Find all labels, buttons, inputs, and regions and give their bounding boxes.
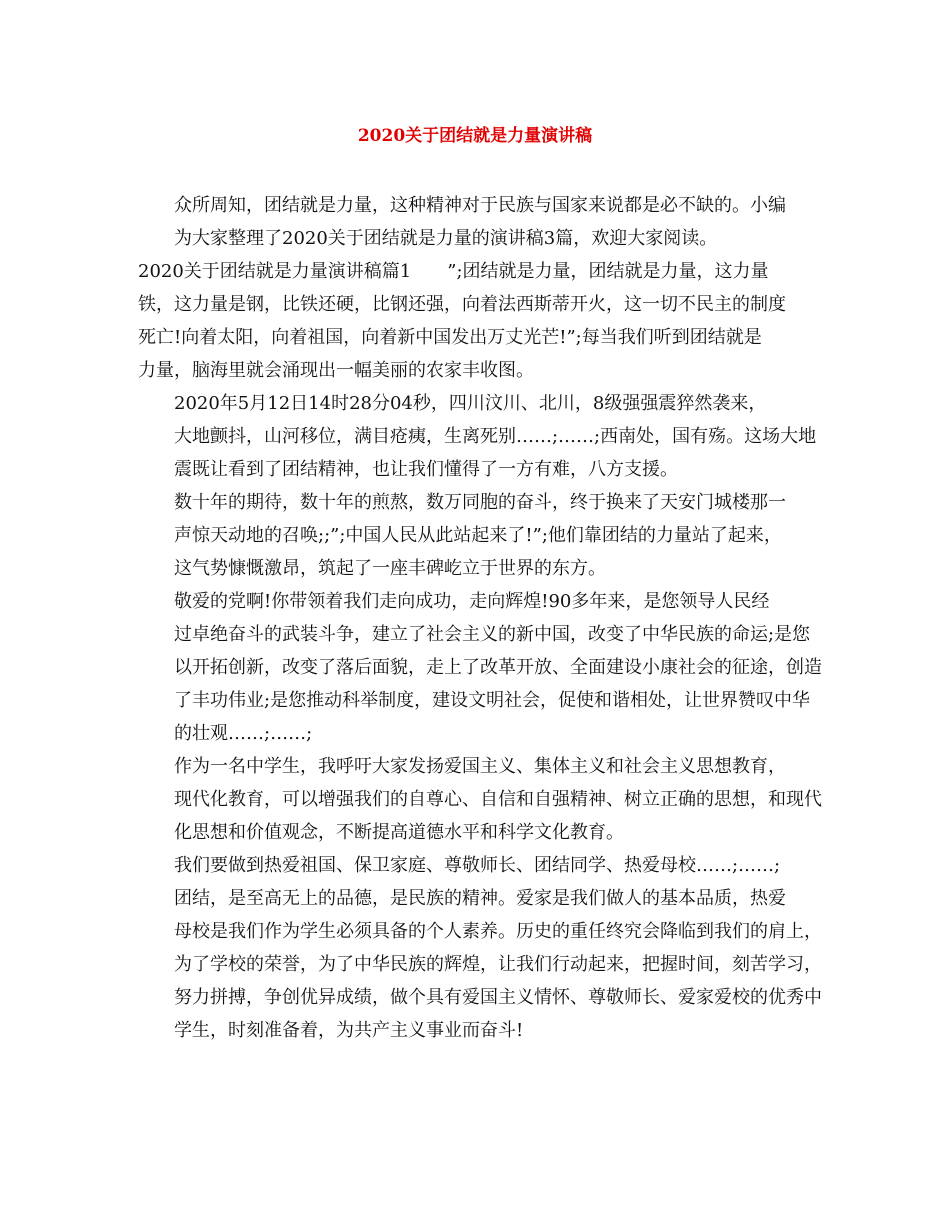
paragraph-conclusion [138,882,822,1047]
text-line: 以开拓创新，改变了落后面貌，走上了改革开放、全面建设小康社会的征途，创造 [174,657,822,678]
text-line: 学生，时刻准备着，为共产主义事业而奋斗! [174,1020,524,1041]
text-line: 众所周知，团结就是力量，这种精神对于民族与国家来说都是必不缺的。小编 [174,195,786,216]
paragraph-party [138,585,822,750]
text-line: 努力拼搏，争创优异成绩，做个具有爱国主义情怀、尊敬师长、爱家爱校的优秀中 [174,987,822,1008]
text-line: 为了学校的荣誉，为了中华民族的辉煌，让我们行动起来，把握时间，刻苦学习， [174,954,822,975]
text-line: 震既让看到了团结精神，也让我们懂得了一方有难，八方支援。 [174,459,678,480]
text-line: 敬爱的党啊!你带领着我们走向成功，走向辉煌!90多年来，是您领导人民经 [174,591,770,612]
text-line: 大地颤抖，山河移位，满目疮痍，生离死别……;……;西南处，国有殇。这场大地 [174,426,817,447]
paragraph-earthquake [138,387,817,486]
text-line: 这气势慷慨激昂，筑起了一座丰碑屹立于世界的东方。 [174,558,606,579]
text-line: 化思想和价值观念，不断提高道德水平和科学文化教育。 [174,822,624,843]
paragraph-founding [138,486,812,585]
text-line: 为大家整理了2020关于团结就是力量的演讲稿3篇，欢迎大家阅读。 [174,228,718,249]
text-line: 过卓绝奋斗的武装斗争，建立了社会主义的新中国，改变了中华民族的命运;是您 [174,624,811,645]
paragraph-student [138,750,822,849]
text-line: 现代化教育，可以增强我们的自尊心、自信和自强精神、树立正确的思想，和现代 [174,789,822,810]
text-line: 母校是我们作为学生必须具备的个人素养。历史的重任终究会降临到我们的肩上， [174,921,822,942]
text-line: 数十年的期待，数十年的煎熬，数万同胞的奋斗，终于换来了天安门城楼那一 [174,492,786,513]
document-title: 2020关于团结就是力量演讲稿 [357,126,593,146]
text-line: 的壮观……;……; [174,723,313,744]
text-line: 作为一名中学生，我呼吁大家发扬爱国主义、集体主义和社会主义思想教育， [174,756,786,777]
text-line: 铁，这力量是钢，比铁还硬，比钢还强，向着法西斯蒂开火，这一切不民主的制度 [138,294,786,315]
paragraph-intro [138,189,812,255]
text-line: 2020关于团结就是力量演讲稿篇1 ”;团结就是力量，团结就是力量，这力量 [138,261,769,282]
text-line: 团结，是至高无上的品德，是民族的精神。爱家是我们做人的基本品质，热爱 [174,888,786,909]
text-line: 死亡!向着太阳，向着祖国，向着新中国发出万丈光芒!”;每当我们听到团结就是 [138,327,762,348]
text-line: 声惊天动地的召唤;;”;中国人民从此站起来了!”;他们靠团结的力量站了起来， [174,525,782,546]
document-body [138,189,822,1047]
text-line: 我们要做到热爱祖国、保卫家庭、尊敬师长、团结同学、热爱母校……;……; [174,855,781,876]
text-line: 2020年5月12日14时28分04秒，四川汶川、北川，8级强强震猝然袭来， [174,393,767,414]
text-line: 力量，脑海里就会涌现出一幅美丽的农家丰收图。 [138,360,534,381]
paragraph-speech-1 [138,255,812,387]
text-line: 了丰功伟业;是您推动科举制度，建设文明社会，促使和谐相处，让世界赞叹中华 [174,690,811,711]
paragraph-duties [138,849,812,882]
